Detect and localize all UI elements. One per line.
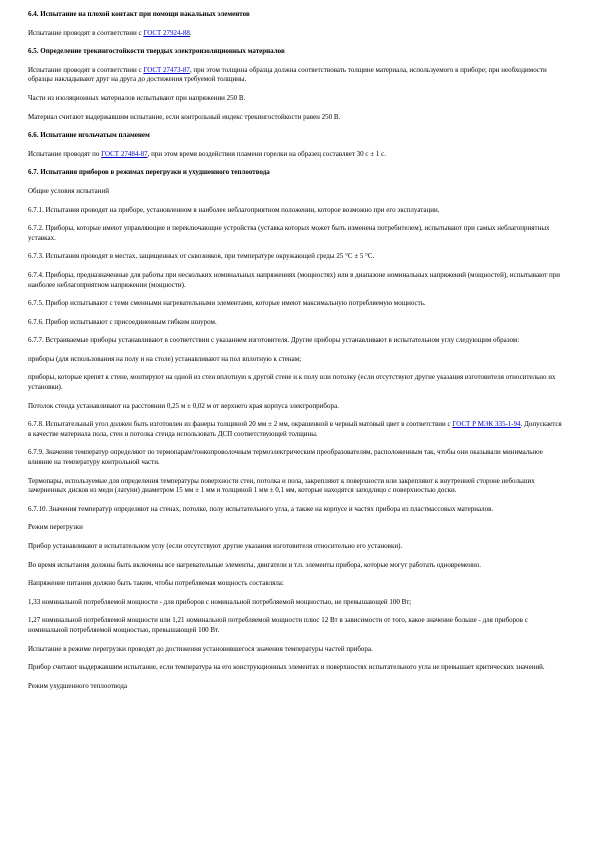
paragraph bbox=[28, 336, 564, 346]
paragraph bbox=[28, 542, 564, 552]
paragraph-text: Во время испытания должны быть включены все нагревательные элементы, двигатели и т.п. элементы прибора, которые могут работать одновременно. bbox=[28, 560, 482, 569]
paragraph bbox=[28, 271, 564, 290]
gost-link[interactable]: ГОСТ Р МЭК 335-1-94 bbox=[452, 420, 521, 429]
paragraph-text: 6.7.1. Испытания проводят на приборе, установленном в наиболее неблагоприятном положении, которое возможно при его эксплуатации. bbox=[28, 205, 440, 214]
paragraph-text: 6.7.5. Прибор испытывают с теми сменными нагревательными элементами, которые имеют максимальную потребляемую мощность. bbox=[28, 299, 426, 308]
heading-text: 6.7. Испытания приборов в режимах перегрузки и ухудшенного теплоотвода bbox=[28, 168, 270, 177]
gost-link[interactable]: ГОСТ 27484-87 bbox=[101, 149, 148, 158]
section-heading bbox=[28, 10, 564, 20]
paragraph-text: Прибор считают выдержавшим испытание, если температура на его конструкционных элементах и поверхностях испытательного угла не превышает критических значений. bbox=[28, 663, 545, 672]
paragraph-text: . Допускается в качестве материала пола, стен и потолка стенда использовать ДСП соответствующей толщины. bbox=[28, 420, 562, 438]
paragraph-text: 6.7.9. Значения температур определяют по термопарам/тонкопроволочным термоэлектрическим преобразователям, расположенным так, чтобы они оказывали минимальное влияние на температуру контрольной части. bbox=[28, 448, 543, 467]
paragraph-text: Испытание проводят в соответствии с bbox=[28, 65, 144, 74]
gost-link[interactable]: ГОСТ 27924-88 bbox=[143, 28, 190, 37]
paragraph bbox=[28, 598, 564, 608]
paragraph bbox=[28, 187, 564, 197]
paragraph bbox=[28, 29, 564, 39]
paragraph-text: 6.7.10. Значения температур определяют на стенах, потолке, полу испытательного угла, а также на корпусе и частях прибора из пластмассовых материалов. bbox=[28, 504, 494, 513]
paragraph bbox=[28, 150, 564, 160]
paragraph bbox=[28, 318, 564, 328]
gost-link[interactable]: ГОСТ 27473-87 bbox=[143, 65, 190, 74]
paragraph bbox=[28, 252, 564, 262]
paragraph bbox=[28, 299, 564, 309]
section-heading bbox=[28, 131, 564, 141]
paragraph-text: Режим ухудшенного теплоотвода bbox=[28, 681, 128, 690]
paragraph bbox=[28, 505, 564, 515]
paragraph bbox=[28, 616, 564, 635]
heading-text: 6.6. Испытание игольчатым пламенем bbox=[28, 131, 150, 140]
paragraph-text: 1,33 номинальной потребляемой мощности - для приборов с номинальной потребляемой мощностью, не превышающей 100 Вт; bbox=[28, 597, 412, 606]
paragraph-text: Общие условия испытаний bbox=[28, 186, 110, 195]
heading-text: 6.5. Определение трекингостойкости твердых электроизоляционных материалов bbox=[28, 47, 285, 56]
paragraph-text: , при этом толщина образца должна соответствовать толщине материала, используемого в приборе; при необходимости образцы накладывают друг на друга до достижения требуемой толщины. bbox=[28, 65, 547, 84]
paragraph-text: Напряжение питания должно быть таким, чтобы потребляемая мощность составляла: bbox=[28, 579, 284, 588]
paragraph bbox=[28, 66, 564, 85]
paragraph-text: Испытание в режиме перегрузки проводят до достижения установившегося значения температуры частей прибора. bbox=[28, 644, 373, 653]
paragraph bbox=[28, 402, 564, 412]
paragraph-text: Испытание проводят в соответствии с bbox=[28, 28, 144, 37]
paragraph bbox=[28, 579, 564, 589]
paragraph bbox=[28, 682, 564, 692]
paragraph bbox=[28, 113, 564, 123]
paragraph-text: . bbox=[189, 28, 192, 37]
paragraph bbox=[28, 477, 564, 496]
paragraph bbox=[28, 448, 564, 467]
paragraph bbox=[28, 645, 564, 655]
section-heading bbox=[28, 47, 564, 57]
paragraph-text: приборы, которые крепят к стене, монтируют на одной из стен вплотную к другой стене и к полу или потолку (если отсутствуют другие указания изготовителя относительно их установки). bbox=[28, 373, 556, 392]
paragraph-text: , при этом время воздействия пламени горелки на образец составляет 30 с ± 1 с. bbox=[147, 149, 386, 158]
heading-text: 6.4. Испытание на плохой контакт при помощи накальных элементов bbox=[28, 10, 250, 18]
paragraph bbox=[28, 523, 564, 533]
paragraph-text: 6.7.3. Испытания проводят в местах, защищенных от сквозняков, при температуре окружающей среды 25 °С ± 5 °С. bbox=[28, 252, 375, 261]
paragraph-text: Части из изоляционных материалов испытывают при напряжении 250 В. bbox=[28, 93, 246, 102]
paragraph-text: Режим перегрузки bbox=[28, 523, 83, 532]
paragraph-text: Испытание проводят по bbox=[28, 149, 102, 158]
paragraph bbox=[28, 420, 564, 439]
paragraph-text: Материал считают выдержавшим испытание, если контрольный индекс трекингостойкости равен 250 В. bbox=[28, 112, 341, 121]
paragraph-text: Прибор устанавливают в испытательном углу (если отсутствуют другие указания изготовителя относительно его установки). bbox=[28, 542, 403, 550]
paragraph bbox=[28, 206, 564, 216]
paragraph bbox=[28, 663, 564, 673]
paragraph-text: 6.7.4. Приборы, предназначенные для работы при нескольких номинальных напряжениях (мощностях) или в диапазоне номинальных напряжений (мощностей), испытывают при наиболее неблагоприятном напряжении (мощности). bbox=[28, 270, 561, 289]
paragraph-text: 6.7.2. Приборы, которые имеют управляющие и переключающие устройства (уставка которых может быть изменена потребителем), испытывают при самых неблагоприятных уставках. bbox=[28, 224, 550, 242]
paragraph-text: приборы (для использования на полу и на столе) устанавливают на пол вплотную к стенам; bbox=[28, 354, 302, 363]
paragraph-text: 6.7.8. Испытательный угол должен быть изготовлен из фанеры толщиной 20 мм ± 2 мм, окрашенной в черный матовый цвет в соответствии с bbox=[28, 420, 453, 429]
paragraph-text: Потолок стенда устанавливают на расстоянии 0,25 м ± 0,02 м от верхнего края корпуса электроприбора. bbox=[28, 401, 339, 410]
paragraph-text: Термопары, используемые для определения температуры поверхности стен, потолка и пола, закрепляют к поверхности или закрепляют к внутренней стороне небольших зачерненных дисков из меди (латуни) диаметром 15 мм ± 1 мм и толщиной 1 мм ± 0,1 мм, которые находятся заподлицо с поверхностью доски. bbox=[28, 476, 535, 495]
paragraph bbox=[28, 224, 564, 243]
paragraph-text: 6.7.6. Прибор испытывают с присоединенным гибким шнуром. bbox=[28, 317, 217, 326]
document-body bbox=[28, 10, 564, 700]
paragraph-text: 6.7.7. Встраиваемые приборы устанавливают в соответствии с указанием изготовителя. Другие приборы устанавливают в испытательном углу следующим образом: bbox=[28, 336, 520, 345]
paragraph bbox=[28, 94, 564, 104]
paragraph bbox=[28, 373, 564, 392]
paragraph bbox=[28, 561, 564, 571]
paragraph bbox=[28, 355, 564, 365]
section-heading bbox=[28, 168, 564, 178]
paragraph-text: 1,27 номинальной потребляемой мощности или 1,21 номинальной потребляемой мощности плюс 12 Вт в зависимости от того, какое значение больше - для приборов с номинальной потребляемой мощностью, превышающей 100 Вт. bbox=[28, 616, 528, 634]
